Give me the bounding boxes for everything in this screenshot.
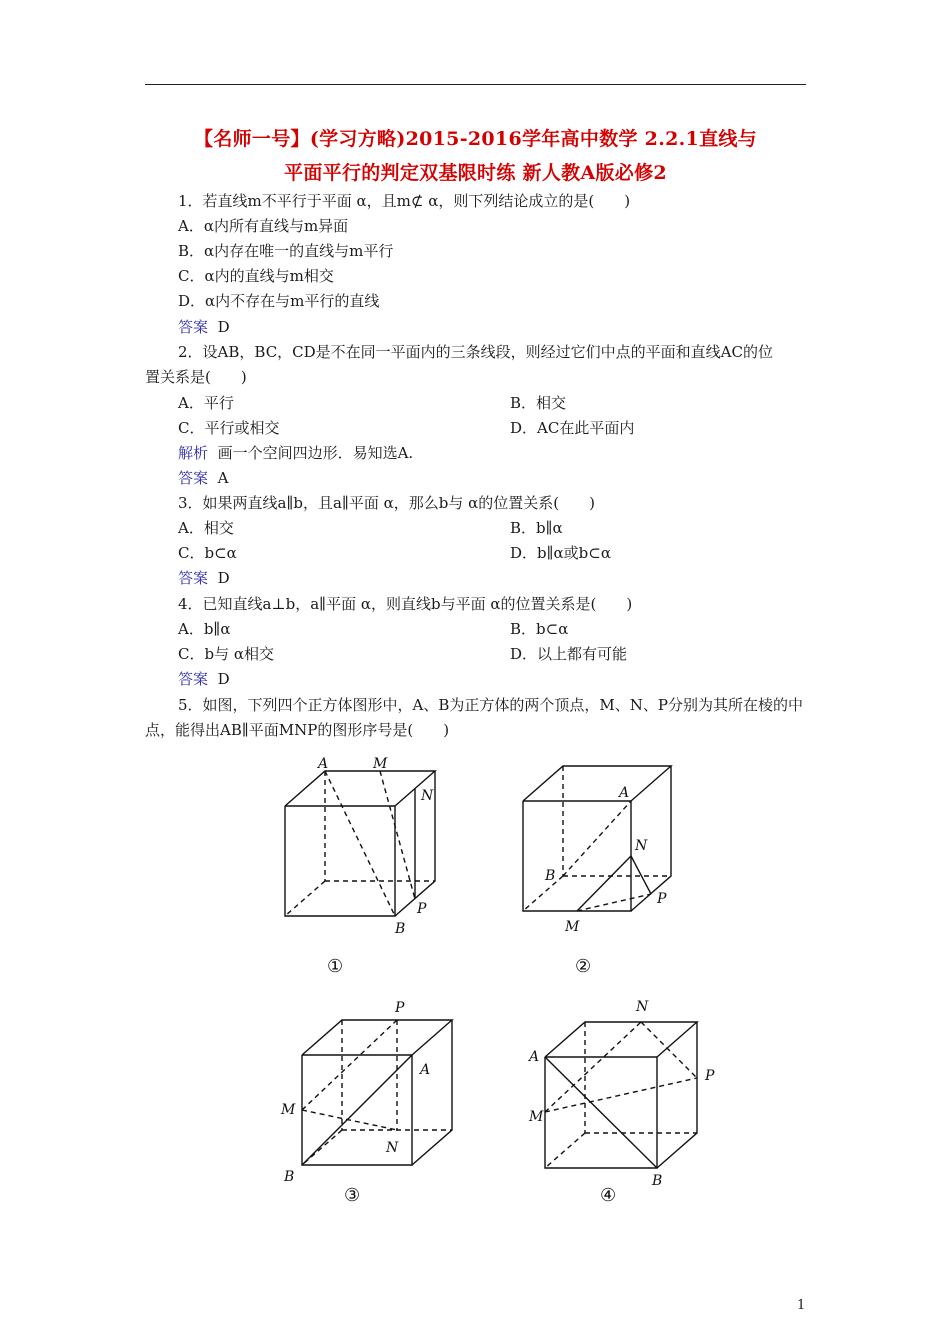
q4-option-c: C．b与 α相交 <box>178 645 274 663</box>
q1-stem: 1．若直线m不平行于平面 α，且m⊄ α，则下列结论成立的是( ) <box>178 192 631 210</box>
figure-2-cube <box>523 766 671 911</box>
q4-stem: 4．已知直线a⊥b，a∥平面 α，则直线b与平面 α的位置关系是( ) <box>178 595 633 613</box>
answer-label: 答案 <box>178 469 209 487</box>
fig3-label-m: M <box>281 1102 296 1118</box>
fig2-label-a: A <box>619 785 630 801</box>
q3-option-a: A．相交 <box>178 519 234 537</box>
doc-title-line1: 【名师一号】(学习方略)2015-2016学年高中数学 2.2.1直线与 <box>194 128 757 150</box>
fig2-number: ② <box>575 956 592 977</box>
q2-stem-line1: 2．设AB，BC，CD是不在同一平面内的三条线段，则经过它们中点的平面和直线AC的位 <box>178 343 773 361</box>
answer-label: 答案 <box>178 318 209 336</box>
q2-option-a: A．平行 <box>178 394 234 412</box>
figure-1-cube <box>285 771 435 916</box>
figure-4-cube <box>545 1022 697 1168</box>
answer-value: A <box>217 469 229 487</box>
q3-option-d: D．b∥α或b⊂α <box>510 544 611 562</box>
q3-option-c: C．b⊂α <box>178 544 237 562</box>
figure-3-cube <box>302 1020 452 1165</box>
q1-option-a: A．α内所有直线与m异面 <box>178 217 349 235</box>
fig3-label-b: B <box>284 1169 295 1185</box>
page-number: 1 <box>797 1298 806 1313</box>
fig4-label-a: A <box>529 1049 540 1065</box>
fig1-label-b: B <box>395 921 406 937</box>
answer-value: D <box>217 670 230 688</box>
fig1-number: ① <box>327 956 344 977</box>
q5-stem-line2: 点，能得出AB∥平面MNP的图形序号是( ) <box>145 721 450 739</box>
answer-label: 答案 <box>178 670 209 688</box>
q4-option-a: A．b∥α <box>178 620 231 638</box>
answer-value: D <box>217 318 230 336</box>
q3-stem: 3．如果两直线a∥b，且a∥平面 α，那么b与 α的位置关系( ) <box>178 494 595 512</box>
fig1-label-p: P <box>417 901 427 917</box>
q1-option-d: D．α内不存在与m平行的直线 <box>178 292 380 310</box>
fig1-label-a: A <box>318 756 329 772</box>
q4-option-d: D．以上都有可能 <box>510 645 628 663</box>
fig4-label-p: P <box>705 1068 715 1084</box>
fig3-label-p: P <box>395 1000 405 1016</box>
fig2-label-n: N <box>635 838 648 854</box>
fig3-label-n: N <box>386 1140 399 1156</box>
q2-stem-line2: 置关系是( ) <box>145 368 247 386</box>
doc-title-line2: 平面平行的判定双基限时练 新人教A版必修2 <box>284 162 667 184</box>
q4-option-b: B．b⊂α <box>510 620 569 638</box>
answer-value: D <box>217 569 230 587</box>
q3-option-b: B．b∥α <box>510 519 563 537</box>
q1-option-b: B．α内存在唯一的直线与m平行 <box>178 242 394 260</box>
fig4-number: ④ <box>600 1185 617 1206</box>
fig1-label-m: M <box>373 756 388 772</box>
fig4-label-m: M <box>529 1109 544 1125</box>
fig4-label-b: B <box>652 1173 663 1189</box>
fig1-label-n: N <box>421 788 434 804</box>
q1-option-c: C．α内的直线与m相交 <box>178 267 334 285</box>
analysis-label: 解析 <box>178 444 209 462</box>
fig4-label-n: N <box>636 999 649 1015</box>
answer-label: 答案 <box>178 569 209 587</box>
fig3-label-a: A <box>420 1062 431 1078</box>
q2-option-b: B．相交 <box>510 394 567 412</box>
fig2-label-b: B <box>545 868 556 884</box>
q2-option-d: D．AC在此平面内 <box>510 419 635 437</box>
q2-option-c: C．平行或相交 <box>178 419 280 437</box>
fig3-number: ③ <box>344 1185 361 1206</box>
fig2-label-m: M <box>565 919 580 935</box>
analysis-text: 画一个空间四边形．易知选A. <box>217 444 414 462</box>
fig2-label-p: P <box>657 891 667 907</box>
q5-stem-line1: 5．如图，下列四个正方体图形中，A、B为正方体的两个顶点，M、N、P分别为其所在棱的中 <box>178 696 803 714</box>
